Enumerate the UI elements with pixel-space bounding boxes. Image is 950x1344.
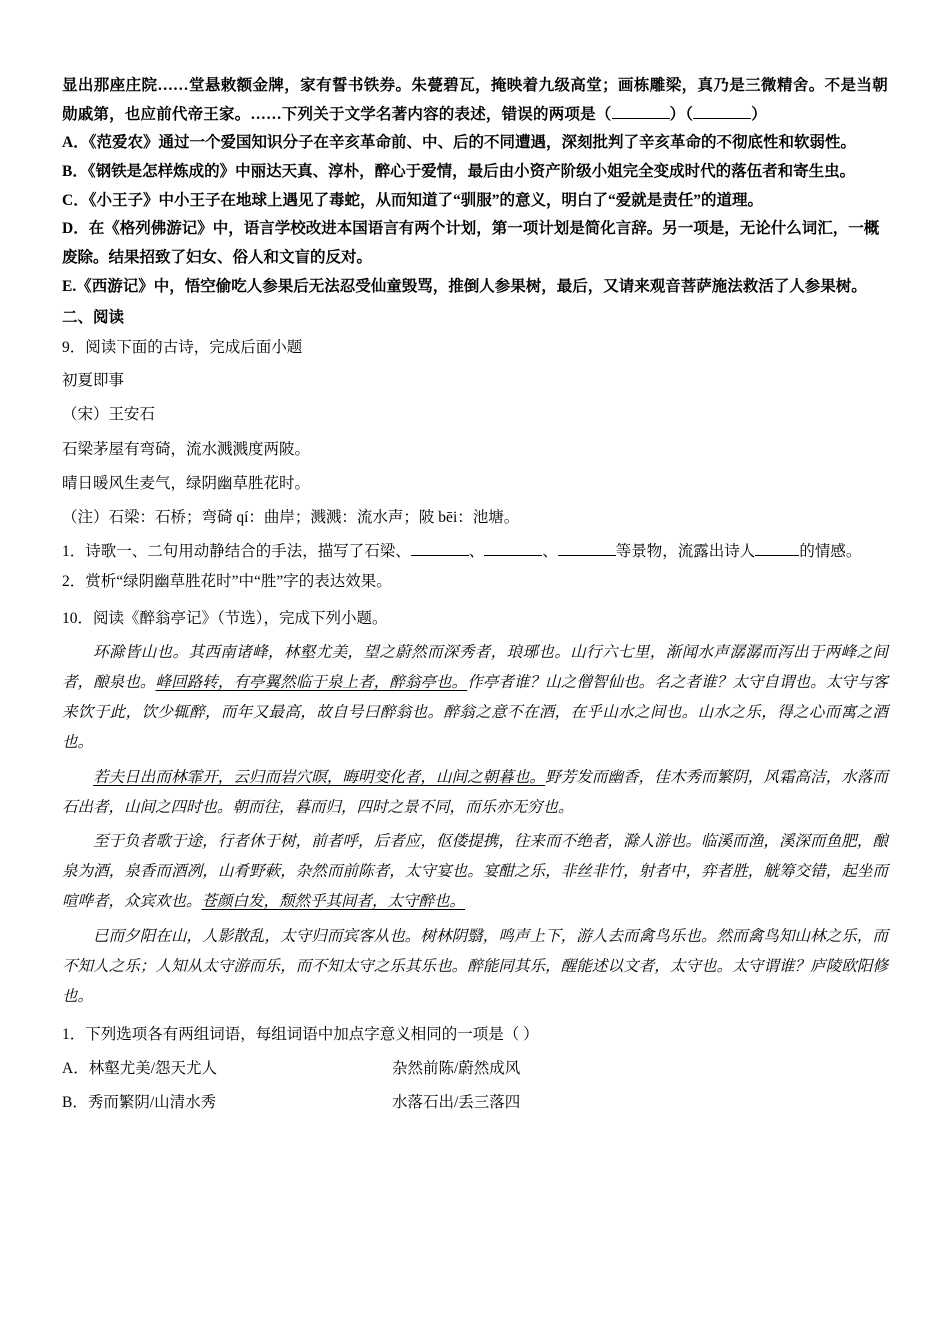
answer-blank-1 bbox=[612, 118, 670, 119]
zuiwengting-paragraph-3 bbox=[62, 827, 888, 918]
mingzhu-intro-paren-end: ） bbox=[751, 105, 767, 123]
question-10-choice-a bbox=[62, 1054, 888, 1084]
q9-sub1-part-e: 的情感。 bbox=[799, 543, 862, 561]
para4-seg-1: 已而夕阳在山，人影散乱，太守归而宾客从也。树林阴翳，鸣声上下，游人去而禽鸟乐也。然而禽鸟知山林之乐，而不知人之乐；人知从太守游而乐，而不知太守之乐其乐也。醉能同其乐，醒能述以文者，太守也。太守谓谁？庐陵欧阳修也。 bbox=[62, 927, 888, 1006]
question-9-stem: 9．阅读下面的古诗，完成后面小题 bbox=[62, 338, 303, 356]
poem-author: （宋）王安石 bbox=[62, 406, 156, 424]
poem-line-1: 石梁茅屋有弯碕，流水溅溅度两陂。 bbox=[62, 440, 311, 458]
q9-blank-3 bbox=[558, 555, 616, 556]
mingzhu-intro-text: 显出那座庄院……堂悬敕额金牌，家有誓书铁券。朱甍碧瓦，掩映着九级高堂；画栋雕梁，真乃是三微精舍。不是当朝勋戚第，也应前代帝王家。……下列关于文学名著内容的表述，错误的两项是（ bbox=[62, 77, 888, 123]
para1-seg-2-underlined: 峰回路转，有亭翼然临于泉上者，醉翁亭也。 bbox=[155, 673, 468, 691]
para3-seg-1: 至于负者歌于途，行者休于树，前者呼，后者应，伛偻提携，往来而不绝者，滁人游也。临溪而渔，溪深而鱼肥，酿泉为酒，泉香而酒冽，山肴野蔌，杂然而前陈者，太守宴也。宴酣之乐，非丝非竹，射者中，弈者胜，觥筹交错，起坐而喧哗者，众宾欢也。 bbox=[62, 832, 888, 911]
option-c-label: C． bbox=[62, 191, 89, 209]
zuiwengting-paragraph-1 bbox=[62, 638, 888, 759]
q9-sub1-part-b: 、 bbox=[468, 543, 485, 561]
option-e-label: E. bbox=[62, 277, 77, 295]
option-a-label: A． bbox=[62, 134, 89, 152]
mingzhu-option-e bbox=[62, 273, 888, 302]
choice-b-left bbox=[62, 1088, 392, 1118]
zuiwengting-paragraph-2 bbox=[62, 763, 888, 823]
para3-seg-2-underlined: 苍颜白发，颓然乎其间者，太守醉也。 bbox=[201, 893, 466, 911]
mingzhu-intro bbox=[62, 72, 888, 129]
q9-sub1-part-d: 等景物，流露出诗人 bbox=[615, 543, 756, 561]
zuiwengting-paragraph-4 bbox=[62, 922, 888, 1013]
section-heading-two: 二、阅读 bbox=[62, 309, 125, 327]
q9-sub1-part-c: 、 bbox=[542, 543, 558, 561]
answer-blank-2 bbox=[693, 118, 751, 119]
option-e-text: 《西游记》中，悟空偷吃人参果后无法忍受仙童毁骂，推倒人参果树，最后，又请来观音菩萨施法救活了人参果树。 bbox=[76, 277, 867, 295]
choice-a-left bbox=[62, 1054, 392, 1084]
poem-note: （注）石梁：石桥；弯碕 qí：曲岸；溅溅：流水声；陂 bēi：池塘。 bbox=[62, 509, 520, 527]
choice-b-right-text: 水落石出/丢三落四 bbox=[392, 1093, 521, 1111]
option-b-label: B． bbox=[62, 163, 88, 181]
para2-seg-1-underlined: 若夫日出而林霏开，云归而岩穴暝，晦明变化者，山间之朝暮也。 bbox=[93, 768, 546, 786]
option-d-text: 在《格列佛游记》中，语言学校改进本国语言有两个计划，第一项计划是简化言辞。另一项是，无论什么词汇，一概废除。结果招致了妇女、俗人和文盲的反对。 bbox=[62, 220, 880, 267]
mingzhu-option-c bbox=[62, 187, 888, 216]
choice-a-label: A． bbox=[62, 1059, 89, 1077]
option-c-text: 《小王子》中小王子在地球上遇见了毒蛇，从而知道了“驯服”的意义，明白了“爱就是责任”的道理。 bbox=[88, 191, 763, 209]
question-10-stem: 10．阅读《醉翁亭记》（节选），完成下列小题。 bbox=[62, 610, 388, 628]
q9-sub1-part-a: 1．诗歌一、二句用动静结合的手法，描写了石梁、 bbox=[62, 543, 411, 561]
q9-blank-2 bbox=[484, 555, 542, 556]
choice-b-left-text: 秀而繁阴/山清水秀 bbox=[87, 1093, 217, 1111]
mingzhu-option-d bbox=[62, 215, 888, 272]
option-a-text: 《范爱农》通过一个爱国知识分子在辛亥革命前、中、后的不同遭遇，深刻批判了辛亥革命的不彻底性和软弱性。 bbox=[88, 134, 856, 152]
question-9-sub-2: 2．赏析“绿阴幽草胜花时”中“胜”字的表达效果。 bbox=[62, 572, 392, 590]
question-10-choice-b bbox=[62, 1088, 888, 1118]
question-10-sub-1: 1．下列选项各有两组词语，每组词语中加点字意义相同的一项是（ ） bbox=[62, 1026, 539, 1044]
choice-b-label: B． bbox=[62, 1093, 88, 1111]
poem-title: 初夏即事 bbox=[62, 372, 125, 390]
page-footer-space bbox=[62, 1118, 888, 1146]
option-b-text: 《钢铁是怎样炼成的》中丽达天真、淳朴，醉心于爱情，最后由小资产阶级小姐完全变成时代的落伍者和寄生虫。 bbox=[87, 163, 856, 181]
q9-blank-4 bbox=[755, 555, 799, 556]
q9-blank-1 bbox=[411, 555, 469, 556]
para1-seg-3: 作亭者谁？山之僧智仙也。名之者谁？太守自谓也。太守与客来饮于此，饮少辄醉，而年又最高，故自号曰醉翁也。醉翁之意不在酒，在乎山水之间也。山水之乐，得之心而寓之酒也。 bbox=[62, 673, 888, 752]
question-9-sub-1 bbox=[62, 537, 888, 566]
mingzhu-option-b bbox=[62, 158, 888, 187]
para1-seg-1: 环滁皆山也。其西南诸峰，林壑尤美，望之蔚然而深秀者，琅琊也。山行六七里，渐闻水声潺潺而泻出于两峰之间者，酿泉也。 bbox=[62, 643, 888, 691]
mingzhu-option-a bbox=[62, 129, 888, 158]
para2-seg-2: 野芳发而幽香，佳木秀而繁阴，风霜高洁，水落而石出者，山间之四时也。朝而往，暮而归，四时之景不同，而乐亦无穷也。 bbox=[62, 768, 888, 816]
poem-line-2: 晴日暖风生麦气，绿阴幽草胜花时。 bbox=[62, 474, 311, 492]
option-d-label: D． bbox=[62, 220, 89, 238]
mingzhu-intro-paren-mid: ）（ bbox=[669, 105, 694, 123]
choice-a-left-text: 林壑尤美/怨天尤人 bbox=[88, 1059, 218, 1077]
choice-a-right-text: 杂然前陈/蔚然成风 bbox=[392, 1059, 521, 1077]
